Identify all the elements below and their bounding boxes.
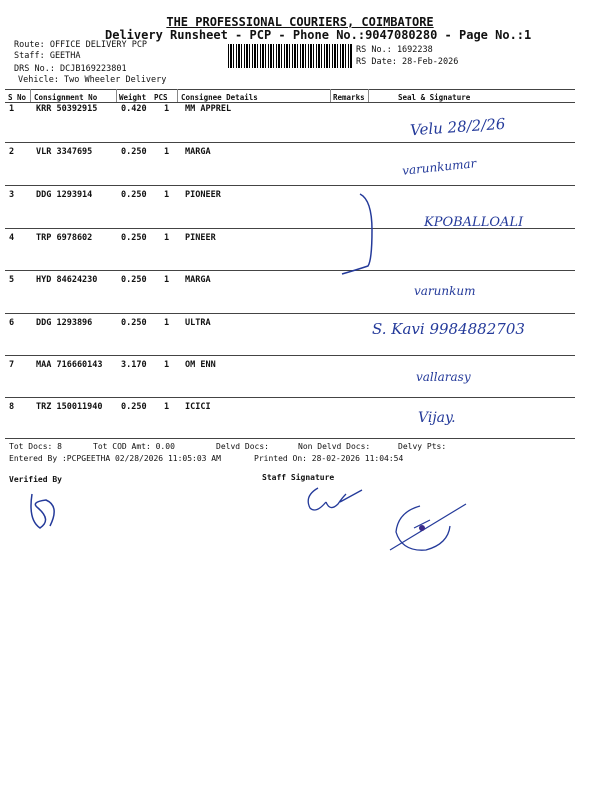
- row-sno: 2: [9, 147, 15, 157]
- barcode: [228, 44, 352, 68]
- row-consignee: MM APPREL: [185, 104, 232, 114]
- signature-row-6: S. Kavi 9984882703: [372, 320, 525, 338]
- row-pcs: 1: [164, 104, 170, 114]
- row-sno: 3: [9, 190, 15, 200]
- col-consignee: Consignee Details: [181, 93, 258, 102]
- row-weight: 0.250: [121, 147, 147, 157]
- row-consignee: PINEER: [185, 233, 216, 243]
- signature-row-4: KPOBALLOALI: [424, 215, 524, 230]
- delivered-docs: Delvd Docs:: [216, 442, 269, 451]
- row-consignment: KRR 50392915: [36, 104, 98, 114]
- signature-row-1: Velu 28/2/26: [409, 114, 506, 140]
- row-weight: 0.250: [121, 275, 147, 285]
- printed-on: Printed On: 28-02-2026 11:04:54: [254, 454, 404, 463]
- non-delivered-docs: Non Delvd Docs:: [298, 442, 371, 451]
- staff-signature-scribble: [300, 482, 370, 522]
- signature-row-8: Vijay.: [418, 410, 456, 426]
- row-weight: 3.170: [121, 360, 147, 370]
- staff-signature-label: Staff Signature: [262, 473, 335, 482]
- drs-label: DRS No.: DCJB169223801: [14, 64, 127, 74]
- runsheet-subtitle: Delivery Runsheet - PCP - Phone No.:9047080280 - Page No.:1: [105, 28, 532, 42]
- row-pcs: 1: [164, 190, 170, 200]
- rs-date-label: RS Date: 28-Feb-2026: [356, 57, 459, 67]
- row-pcs: 1: [164, 318, 170, 328]
- row-consignment: DDG 1293896: [36, 318, 93, 328]
- row-sno: 7: [9, 360, 15, 370]
- rs-no-label: RS No.: 1692238: [356, 45, 433, 55]
- row-weight: 0.250: [121, 402, 147, 412]
- row-sno: 4: [9, 233, 15, 243]
- row-pcs: 1: [164, 360, 170, 370]
- row-consignment: VLR 3347695: [36, 147, 93, 157]
- row-sno: 8: [9, 402, 15, 412]
- seal-stamp: [380, 498, 475, 558]
- row-pcs: 1: [164, 402, 170, 412]
- row-sno: 1: [9, 104, 15, 114]
- staff-label: Staff: GEETHA: [14, 51, 81, 61]
- route-label: Route: OFFICE DELIVERY PCP: [14, 40, 148, 50]
- col-weight: Weight: [119, 93, 147, 102]
- verified-by-label: Verified By: [9, 475, 62, 484]
- signature-row-5: varunkum: [414, 284, 476, 298]
- signature-row-7: vallarasy: [416, 370, 471, 384]
- row-consignee: MARGA: [185, 275, 211, 285]
- row-consignment: TRZ 150011940: [36, 402, 103, 412]
- row-consignee: ICICI: [185, 402, 211, 412]
- col-remarks: Remarks: [333, 93, 365, 102]
- row-consignee: OM ENN: [185, 360, 216, 370]
- bracket-mark: [338, 190, 388, 280]
- entered-by: Entered By :PCPGEETHA 02/28/2026 11:05:03 AM: [9, 454, 221, 463]
- row-pcs: 1: [164, 275, 170, 285]
- row-sno: 5: [9, 275, 15, 285]
- row-weight: 0.250: [121, 233, 147, 243]
- delivery-points: Delvy Pts:: [398, 442, 447, 451]
- row-pcs: 1: [164, 147, 170, 157]
- row-consignment: DDG 1293914: [36, 190, 93, 200]
- row-consignment: TRP 6978602: [36, 233, 93, 243]
- col-consignment: Consignment No: [34, 93, 98, 102]
- row-consignee: PIONEER: [185, 190, 221, 200]
- signature-row-2: varunkumar: [401, 156, 477, 178]
- row-weight: 0.250: [121, 318, 147, 328]
- company-title: THE PROFESSIONAL COURIERS, COIMBATORE: [166, 15, 434, 29]
- row-consignment: MAA 716660143: [36, 360, 103, 370]
- col-sno: S No: [8, 93, 27, 102]
- total-cod: Tot COD Amt: 0.00: [93, 442, 175, 451]
- total-docs: Tot Docs: 8: [9, 442, 62, 451]
- vehicle-label: Vehicle: Two Wheeler Delivery: [18, 75, 167, 85]
- col-pcs: PCS: [154, 93, 168, 102]
- row-sno: 6: [9, 318, 15, 328]
- row-weight: 0.420: [121, 104, 147, 114]
- row-pcs: 1: [164, 233, 170, 243]
- row-weight: 0.250: [121, 190, 147, 200]
- row-consignee: ULTRA: [185, 318, 211, 328]
- row-consignee: MARGA: [185, 147, 211, 157]
- row-consignment: HYD 84624230: [36, 275, 98, 285]
- col-signature: Seal & Signature: [398, 93, 471, 102]
- verified-signature: [26, 490, 66, 535]
